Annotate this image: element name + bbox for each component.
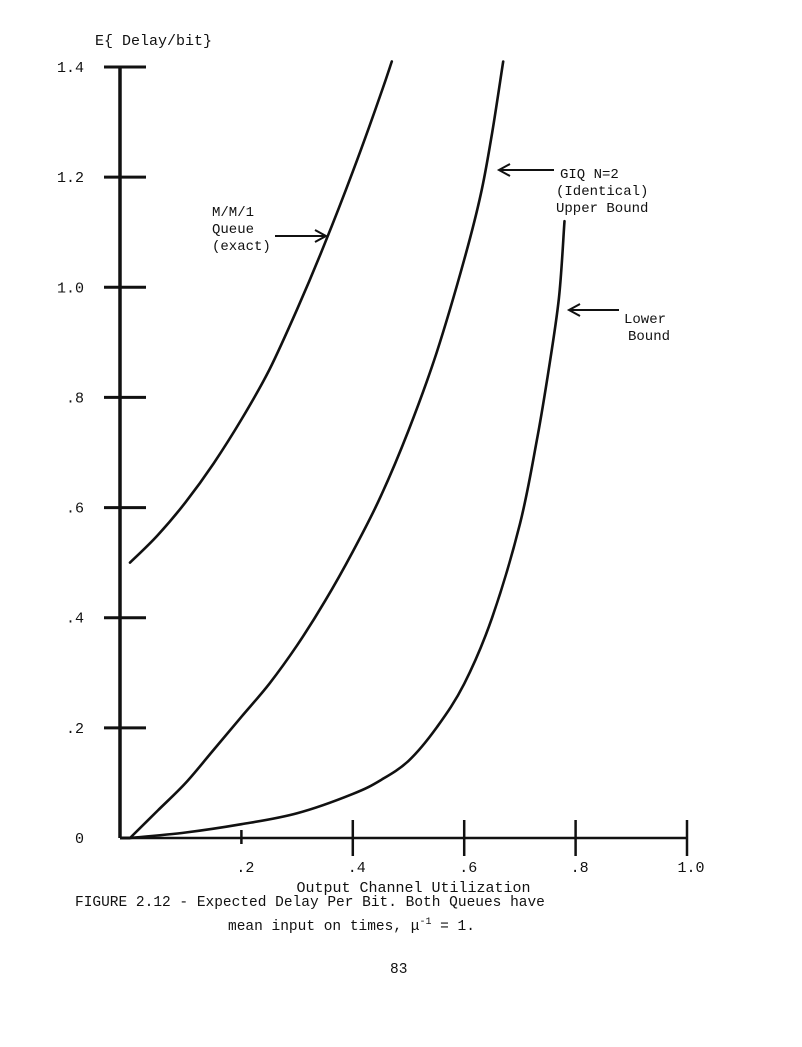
caption-exponent: -1 (419, 917, 432, 928)
y-tick-label-2: .2 (65, 720, 84, 738)
annotation-text: Bound (628, 329, 671, 345)
annotation-2 (499, 164, 648, 217)
y-axis-label: E{ Delay/bit} (95, 33, 213, 50)
caption-prefix: mean input on times, μ (228, 919, 420, 935)
y-tick-label-8: .8 (65, 390, 84, 408)
y-tick-label-1-4: 1.4 (56, 60, 84, 77)
y-tick-label-4: .4 (65, 610, 84, 628)
y-tick-label-1-2: 1.2 (56, 170, 84, 188)
x-tick-label-2: .2 (236, 860, 255, 877)
annotation-text: Queue (212, 222, 255, 238)
annotation-3 (569, 304, 670, 345)
annotations (212, 164, 670, 345)
annotation-text: Upper Bound (556, 201, 649, 217)
annotation-text: M/M/1 (212, 205, 255, 221)
x-axis-label: Output Channel Utilization (296, 880, 531, 897)
annotation-text: GIQ N=2 (560, 167, 619, 183)
annotation-text: (exact) (212, 239, 271, 255)
x-tick-label-1-0: 1.0 (677, 860, 705, 877)
annotation-text: Lower (624, 312, 667, 328)
figure-caption-line-2 (228, 917, 475, 935)
y-tick-label-6: .6 (65, 500, 84, 518)
figure-caption-line-1: FIGURE 2.12 - Expected Delay Per Bit. Both Queues have (75, 895, 545, 911)
caption-suffix: = 1. (431, 919, 475, 935)
x-tick-label-6: .6 (459, 860, 478, 877)
x-tick-label-8: .8 (570, 860, 589, 877)
series-line-3 (130, 221, 565, 838)
y-ticks (57, 60, 146, 848)
series-line-1 (130, 62, 392, 563)
annotation-text: (Identical) (556, 184, 649, 200)
annotation-1 (212, 205, 326, 255)
series-curves (130, 62, 565, 839)
series-line-2 (130, 62, 503, 839)
x-tick-label-4: .4 (347, 860, 366, 877)
y-tick-label-1-0: 1.0 (56, 280, 84, 298)
y-tick-label-0: 0 (74, 831, 84, 848)
page-number: 83 (390, 962, 408, 978)
x-ticks (236, 820, 704, 877)
